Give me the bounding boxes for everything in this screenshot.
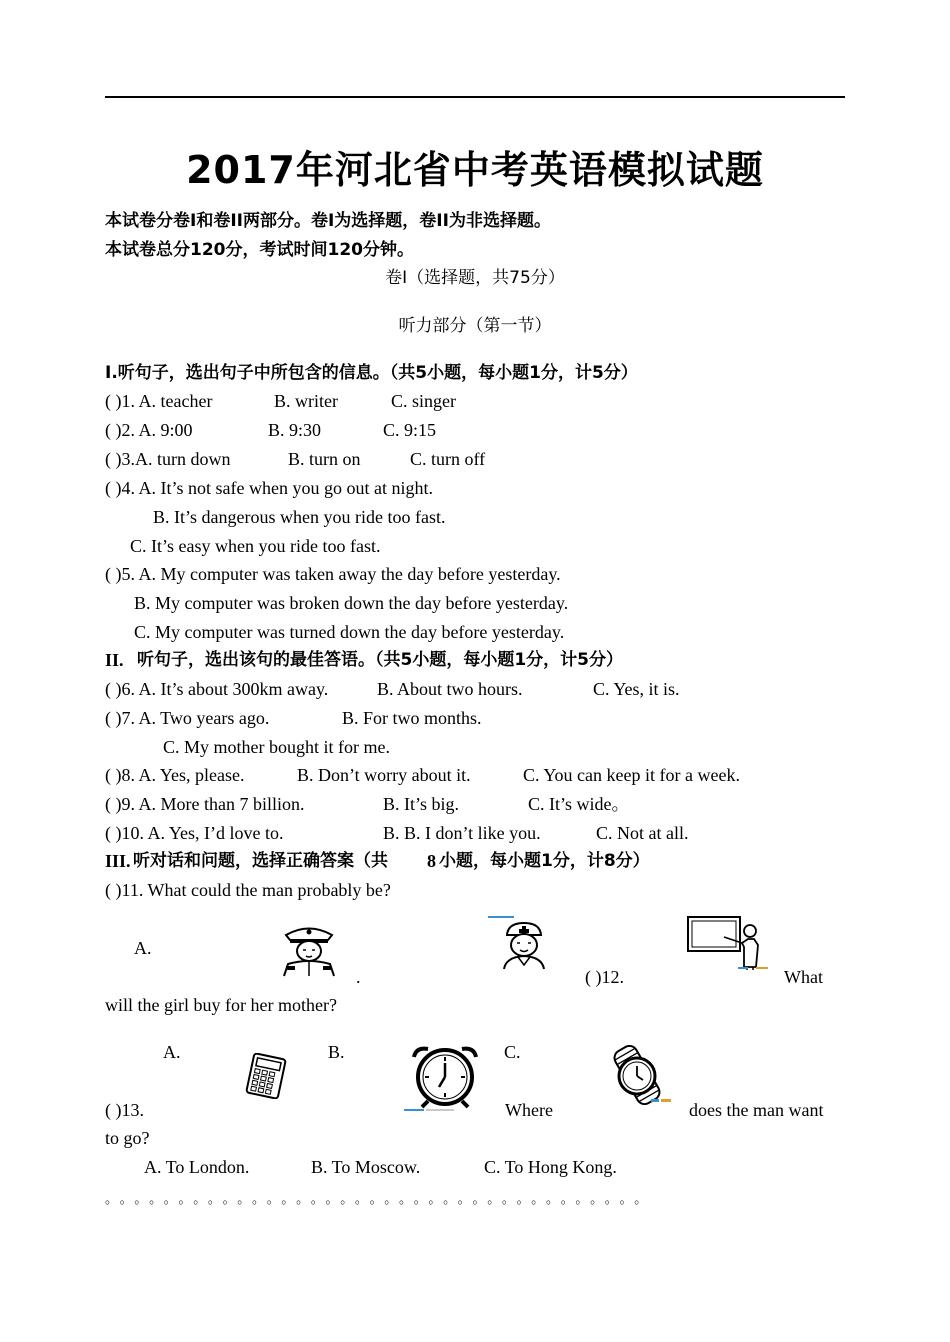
q12-question-cont: will the girl buy for her mother? [105, 995, 337, 1015]
q11-stem: ( )11. What could the man probably be? [105, 880, 391, 900]
q8-option-b: B. Don’t worry about it. [297, 765, 471, 785]
section-3-count: 8 [427, 851, 436, 871]
q5-option-b: B. My computer was broken down the day before yesterday. [134, 593, 569, 613]
intro-line-2: 本试卷总分120分，考试时间120分钟。 [105, 240, 414, 260]
q9-stem: ( )9. A. More than 7 billion. [105, 794, 305, 814]
wristwatch-icon [603, 1045, 675, 1105]
listening-heading: 听力部分（第一节） [398, 316, 552, 336]
q12-option-c: C. [504, 1042, 521, 1062]
section-2-number: II. [105, 650, 124, 670]
q12-stem: ( )12. [585, 967, 624, 987]
volume-heading: 卷I（选择题，共75分） [385, 268, 565, 288]
q9-option-c: C. It’s wide。 [528, 794, 630, 814]
q1-option-b: B. writer [274, 391, 338, 411]
intro-line-1: 本试卷分卷I和卷II两部分。卷I为选择题，卷II为非选择题。 [105, 211, 551, 231]
q12-what: What [784, 967, 823, 987]
top-rule [105, 96, 845, 98]
q7-option-c: C. My mother bought it for me. [163, 737, 390, 757]
q2-option-b: B. 9:30 [268, 420, 322, 440]
q13-question-cont: to go? [105, 1128, 150, 1148]
q13-option-a: A. To London. [144, 1157, 250, 1177]
q5-stem: ( )5. A. My computer was taken away the day before yesterday. [105, 564, 561, 584]
section-1-heading: I.听句子，选出句子中所包含的信息。（共5小题，每小题1分，计5分） [105, 363, 638, 383]
q11-option-a: A. [134, 938, 152, 958]
q7-option-b: B. For two months. [342, 708, 482, 728]
q6-option-c: C. Yes, it is. [593, 679, 680, 699]
q10-stem: ( )10. A. Yes, I’d love to. [105, 823, 284, 843]
q1-option-c: C. singer [391, 391, 456, 411]
q6-stem: ( )6. A. It’s about 300km away. [105, 679, 329, 699]
q1-stem: ( )1. A. teacher [105, 391, 213, 411]
dot-separator: 。。。。。。。。。。。。。。。。。。。。。。。。。。。。。。。。。。。。。 [105, 1191, 656, 1206]
doctor-icon [488, 915, 560, 971]
q4-option-c: C. It’s easy when you ride too fast. [130, 536, 381, 556]
section-3-heading: 听对话和问题，选择正确答案（共 [133, 851, 388, 871]
q12-option-b: B. [328, 1042, 345, 1062]
q10-option-c: C. Not at all. [596, 823, 689, 843]
q6-option-b: B. About two hours. [377, 679, 523, 699]
page-title: 2017年河北省中考英语模拟试题 [186, 148, 764, 192]
q13-where: Where [505, 1100, 553, 1120]
q13-option-b: B. To Moscow. [311, 1157, 421, 1177]
q3-option-b: B. turn on [288, 449, 361, 469]
q8-stem: ( )8. A. Yes, please. [105, 765, 245, 785]
q13-stem: ( )13. [105, 1100, 144, 1120]
q5-option-c: C. My computer was turned down the day before yesterday. [134, 622, 565, 642]
q4-stem: ( )4. A. It’s not safe when you go out at night. [105, 478, 433, 498]
section-3-number: III. [105, 851, 131, 871]
calculator-icon [242, 1053, 290, 1099]
alarm-clock-icon [402, 1043, 488, 1113]
police-officer-icon [278, 922, 340, 977]
q10-option-b: B. B. I don’t like you. [383, 823, 541, 843]
q2-stem: ( )2. A. 9:00 [105, 420, 193, 440]
q9-option-b: B. It’s big. [383, 794, 460, 814]
q2-option-c: C. 9:15 [383, 420, 437, 440]
q12-option-a: A. [163, 1042, 181, 1062]
q3-stem: ( )3.A. turn down [105, 449, 231, 469]
q11-dot: . [356, 967, 361, 987]
section-2-heading: 听句子，选出该句的最佳答语。（共5小题，每小题1分，计5分） [137, 650, 623, 670]
q8-option-c: C. You can keep it for a week. [523, 765, 740, 785]
q3-option-c: C. turn off [410, 449, 486, 469]
section-3-heading-tail: 小题，每小题1分，计8分） [439, 851, 650, 871]
q13-question-tail: does the man want [689, 1100, 824, 1120]
q4-option-b: B. It’s dangerous when you ride too fast. [153, 507, 446, 527]
q13-option-c: C. To Hong Kong. [484, 1157, 617, 1177]
teacher-blackboard-icon [686, 915, 770, 971]
q7-stem: ( )7. A. Two years ago. [105, 708, 270, 728]
